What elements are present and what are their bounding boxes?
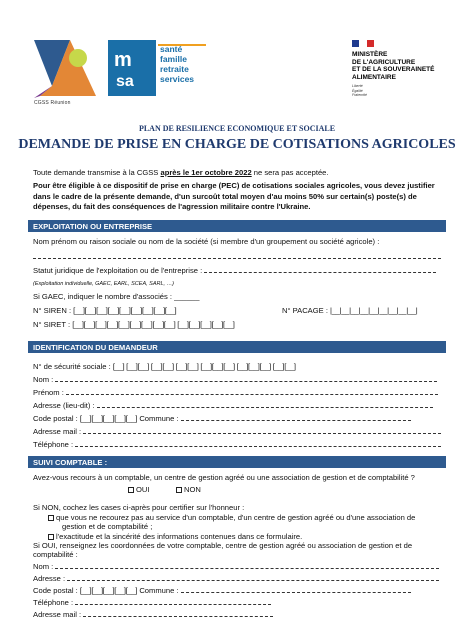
pacage-field[interactable]: N° PACAGE : |__|__|__|__|__|__|__|__|__|	[282, 306, 418, 315]
first-name-field[interactable]: Prénom :	[33, 388, 438, 398]
section-comptable-header: SUIVI COMPTABLE :	[28, 456, 446, 468]
si-non-text: Si NON, cochez les cases ci-après pour certifier sur l'honneur :	[33, 503, 245, 512]
svg-text:m: m	[114, 49, 132, 71]
si-oui-text-cont: comptabilité :	[33, 550, 78, 559]
si-oui-text: Si OUI, renseignez les coordonnées de votre comptable, centre de gestion agréé ou association de gestion et de	[33, 541, 413, 550]
cgss-caption: CGSS Réunion	[34, 100, 71, 106]
accountant-email-field[interactable]: Adresse mail :	[33, 610, 273, 620]
deadline-notice: Toute demande transmise à la CGSS après le 1er octobre 2022 ne sera pas acceptée.	[33, 168, 329, 177]
social-security-field[interactable]: N° de sécurité sociale : [__] [__][__] [__][__] [__][__] [__][__][__] [__][__][__] [__][__]	[33, 362, 296, 371]
accountant-postal-code-field[interactable]: Code postal : [__][__][__][__][__] Commune :	[33, 586, 411, 596]
gaec-field[interactable]: Si GAEC, indiquer le nombre d'associés : ______	[33, 292, 200, 301]
msa-tagline: santé famille retraite services	[160, 44, 195, 84]
logo-bar	[0, 36, 474, 116]
last-name-field[interactable]: Nom :	[33, 375, 437, 385]
ministry-name: MINISTÈRE DE L'AGRICULTURE ET DE LA SOUVERAINETÉ ALIMENTAIRE	[352, 51, 435, 81]
status-hint: (Exploitation individuelle, GAEC, EARL, SCEA, SARL, …)	[33, 281, 174, 287]
non-checkbox[interactable]: NON	[176, 485, 201, 495]
certify-accuracy[interactable]: l'exactitude et la sincérité des informations contenues dans ce formulaire.	[48, 532, 302, 542]
checkbox-icon	[48, 515, 54, 521]
checkbox-icon	[48, 534, 54, 540]
accountant-phone-field[interactable]: Téléphone :	[33, 598, 271, 608]
postal-code-field[interactable]: Code postal : [__][__][__][__][__] Commune :	[33, 414, 411, 424]
name-field[interactable]	[33, 252, 441, 262]
address-field[interactable]: Adresse (lieu-dit) :	[33, 401, 433, 411]
page-title: DEMANDE DE PRISE EN CHARGE DE COTISATIONS AGRICOLES	[18, 137, 456, 152]
phone-field[interactable]: Téléphone :	[33, 440, 441, 450]
cgss-logo	[30, 36, 100, 104]
plan-heading: PLAN DE RESILIENCE ECONOMIQUE ET SOCIALE	[138, 124, 336, 133]
email-field[interactable]: Adresse mail :	[33, 427, 441, 437]
eligibility-text: Pour être éligible à ce dispositif de prise en charge (PEC) de cotisations sociales agricoles, vous devez justifier dans le cadre de la présente demande, d'un surcoût total moyen d'au moins 50% sur certain(s) poste(s) de dépenses, du fait des conséquences de l'agression militaire contre l'Ukraine.	[33, 181, 435, 211]
section-exploitation-header: EXPLOITATION OU ENTREPRISE	[28, 220, 446, 232]
section-demandeur-header: IDENTIFICATION DU DEMANDEUR	[28, 341, 446, 353]
checkbox-icon	[128, 487, 134, 493]
status-field[interactable]: Statut juridique de l'exploitation ou de l'entreprise :	[33, 266, 436, 276]
accountant-question: Avez-vous recours à un comptable, un centre de gestion agréé ou une association de gestion et de comptabilité ?	[33, 473, 415, 482]
siret-field[interactable]: N° SIRET : [__][__][__][__][__][__][__][__][__] [__][__][__][__][__]	[33, 320, 235, 329]
svg-text:sa: sa	[116, 73, 134, 90]
siren-field[interactable]: N° SIREN : [__][__][__][__][__][__][__][__][__]	[33, 306, 177, 315]
msa-logo	[108, 40, 156, 96]
ministry-logo	[352, 40, 434, 98]
accountant-name-field[interactable]: Nom :	[33, 562, 439, 572]
ministry-motto: Liberté Égalité Fraternité	[352, 84, 367, 97]
certify-no-accountant[interactable]: que vous ne recourez pas au service d'un comptable, d'un centre de gestion agréé ou d'une association de	[48, 513, 415, 523]
name-label: Nom prénom ou raison sociale ou nom de la société (si membre d'un groupement ou société agricole) :	[33, 237, 380, 246]
accountant-address-field[interactable]: Adresse :	[33, 574, 439, 584]
oui-checkbox[interactable]: OUI	[128, 485, 150, 495]
checkbox-icon	[176, 487, 182, 493]
french-flag-icon	[352, 40, 374, 47]
certify-no-accountant-cont: gestion et de comptabilité ;	[62, 522, 153, 531]
